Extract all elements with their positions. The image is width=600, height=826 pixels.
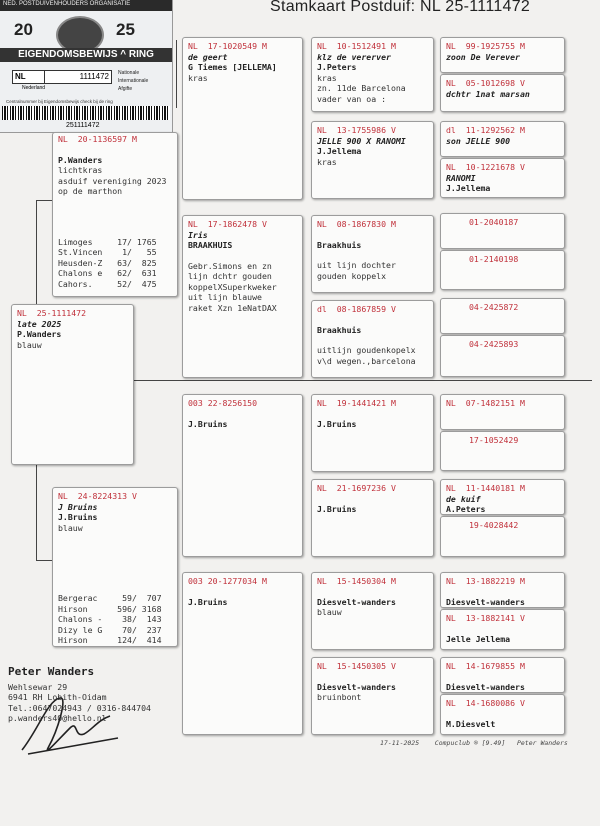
certificate-band: EIGENDOMSBEWIJS ^ RING (0, 48, 172, 62)
breeder: J.Peters (317, 62, 357, 72)
breeder: Diesvelt-wanders (317, 681, 396, 692)
ring-number: NL 10-1512491 M (317, 41, 396, 51)
breeder: G Tiemes [JELLEMA] (188, 62, 277, 72)
breeder: J.Jellema (317, 146, 362, 156)
race-result: Cahors. 52/ 475 (58, 278, 157, 289)
ring-number: 17-1052429 (469, 435, 519, 445)
ownership-certificate (0, 0, 173, 133)
pigeon-card-sire[interactable] (52, 132, 178, 297)
breeder: J.Bruins (188, 596, 228, 607)
ring-number: NL 13-1882219 M (446, 576, 525, 586)
pigeon-card-sdd[interactable] (311, 300, 434, 378)
ring-number: NL 05-1012698 V (446, 78, 525, 88)
pigeon-card-g6[interactable] (440, 250, 565, 290)
ring-number: 01-2040187 (469, 217, 519, 227)
pigeon-card-g5[interactable] (440, 213, 565, 249)
race-result: Chalons - 38/ 143 (58, 614, 162, 624)
pigeon-card-dds[interactable] (311, 572, 434, 650)
ring-number: NL 14-1680086 V (446, 698, 525, 708)
connector (176, 40, 177, 108)
breeder: Diesvelt-wanders (446, 681, 525, 692)
ring-number: 04-2425893 (469, 339, 519, 349)
pigeon-card-g12[interactable] (440, 516, 565, 557)
pigeon-card-ssd[interactable] (311, 121, 434, 199)
certificate-category: Afgifte (118, 86, 133, 92)
pigeon-name: JELLE 900 X RANOMI (317, 135, 406, 146)
signature-icon (18, 690, 128, 760)
ring-number: NL 10-1221678 V (446, 162, 525, 172)
pigeon-name: zoon De Verever (446, 51, 520, 62)
info-line: kras (317, 72, 337, 83)
pigeon-card-dam[interactable] (52, 487, 178, 647)
ring-number: NL 17-1862478 V (188, 219, 267, 229)
ring-number: NL 13-1882141 V (446, 613, 525, 623)
breeder: J.Bruins (188, 418, 228, 429)
pigeon-card-g11[interactable] (440, 479, 565, 515)
ring-number: NL 15-1450304 M (317, 576, 396, 586)
info-line: uit lijn blauwe (188, 292, 262, 302)
pigeon-name: late 2025 (17, 318, 62, 329)
breeder: Braakhuis (317, 239, 362, 250)
info-line: bruinbont (317, 692, 362, 702)
footer: 17-11-2025 Compuclub ® [9.49] Peter Wanders (380, 739, 568, 747)
info-line: v\d wegen.,barcelona (317, 355, 416, 366)
race-result: Limoges 17/ 1765 (58, 236, 157, 247)
ring-number: NL 08-1867830 M (317, 219, 396, 229)
pigeon-name: RANOMI (446, 172, 476, 183)
pigeon-card-g10[interactable] (440, 431, 565, 471)
info-line: uit lijn dochter (317, 260, 396, 270)
pigeon-card-g1[interactable] (440, 37, 565, 73)
breeder: J.Bruins (317, 503, 357, 514)
info-line: vader van oa : (317, 93, 387, 104)
breeder: A.Peters (446, 504, 486, 514)
connector (36, 200, 37, 304)
pigeon-card-g15[interactable] (440, 657, 565, 693)
pigeon-card-sds[interactable] (311, 215, 434, 293)
info-line: koppelXSuperkweker (188, 281, 277, 292)
ring-number: NL 07-1482151 M (446, 398, 525, 408)
breeder: Diesvelt-wanders (317, 596, 396, 607)
pigeon-card-g2[interactable] (440, 74, 565, 112)
ring-number: NL 99-1925755 M (446, 41, 525, 51)
pigeon-card-ss[interactable] (182, 37, 303, 200)
pigeon-card-g13[interactable] (440, 572, 565, 608)
pigeon-name: son JELLE 900 (446, 135, 511, 146)
connector (36, 465, 37, 560)
breeder: J.Bruins (317, 418, 357, 429)
info-line: gouden koppelx (317, 270, 387, 281)
pigeon-card-g4[interactable] (440, 158, 565, 198)
race-result: Heusden-Z 63/ 825 (58, 257, 157, 268)
connector (134, 380, 592, 381)
ring-number: NL 13-1755986 V (317, 125, 396, 135)
certificate-country: NL (12, 70, 46, 84)
breeder: BRAAKHUIS (188, 240, 233, 250)
owner-name: Peter Wanders (8, 665, 95, 678)
pigeon-card-g7[interactable] (440, 298, 565, 334)
pigeon-card-g9[interactable] (440, 394, 565, 430)
certificate-year-right: 25 (116, 20, 135, 39)
certificate-category: Nationale (118, 70, 140, 76)
ring-number: 04-2425872 (469, 302, 519, 312)
color: blauw (58, 522, 83, 533)
owner-postal: 6941 RH Lobith-Oidam (8, 692, 107, 702)
ring-number: NL 24-8224313 V (58, 491, 137, 501)
pigeon-card-g3[interactable] (440, 121, 565, 157)
pigeon-name: J Bruins (58, 501, 98, 512)
race-result: Bergerac 59/ 707 (58, 593, 162, 603)
pigeon-card-ds[interactable] (182, 394, 303, 557)
ring-number: NL 14-1679855 M (446, 661, 525, 671)
barcode (2, 106, 170, 120)
info-line: lichtkras (58, 165, 103, 175)
ring-number: 01-2140198 (469, 254, 519, 264)
ring-number: 19-4028442 (469, 520, 519, 530)
ring-number: 003 22-8256150 (188, 398, 258, 408)
owner-phone: Tel.:0647024943 / 0316-844704 (8, 702, 151, 713)
breeder: P.Wanders (17, 329, 62, 339)
certificate-year-left: 20 (14, 20, 33, 39)
breeder: M.Diesvelt (446, 718, 496, 729)
pigeon-card-g16[interactable] (440, 694, 565, 735)
pigeon-card-dss[interactable] (311, 394, 434, 472)
ring-number: NL 15-1450305 V (317, 661, 396, 671)
breeder: Braakhuis (317, 324, 362, 335)
pigeon-card-g14[interactable] (440, 609, 565, 650)
ring-number: NL 11-1440181 M (446, 483, 525, 493)
certificate-land: Nederland (22, 85, 46, 91)
info-line: Gebr.Simons en zn (188, 260, 272, 271)
info-line: uitlijn goudenkopelx (317, 345, 416, 355)
info-line: lijn dchtr gouden (188, 271, 272, 281)
ring-number: dl 08-1867859 V (317, 304, 396, 314)
race-result: Dizy le G 70/ 237 (58, 624, 162, 635)
ring-number: NL 25-1111472 (17, 308, 87, 318)
page-title: Stamkaart Postduif: NL 25-1111472 (270, 0, 531, 15)
certificate-ring: 1111472 (44, 70, 112, 84)
info-line: asduif vereniging 2023 (58, 175, 167, 186)
breeder: Diesvelt-wanders (446, 596, 525, 607)
info-line: kras (188, 72, 208, 83)
ring-number: 003 20-1277034 M (188, 576, 267, 586)
ring-number: NL 19-1441421 M (317, 398, 396, 408)
info-line: op de marthon (58, 186, 123, 196)
certificate-subtext: Centralnummer bij Eigendomsbewijs check bij de ring (6, 99, 113, 104)
color: blauw (17, 339, 42, 350)
race-result: Hirson 596/ 3168 (58, 603, 162, 614)
breeder: J.Jellema (446, 183, 491, 193)
pigeon-name: klz de vererver (317, 51, 391, 62)
info-line: raket Xzn 1eNatDAX (188, 302, 277, 313)
certificate-organisation: NED. POSTDUIVENHOUDERS ORGANISATIE (0, 0, 172, 11)
ring-number: NL 21-1697236 V (317, 483, 396, 493)
info-line: blauw (317, 607, 342, 617)
pigeon-card-g8[interactable] (440, 335, 565, 377)
pigeon-card-root[interactable] (11, 304, 134, 465)
race-result: St.Vincen 1/ 55 (58, 247, 157, 257)
pigeon-card-sd[interactable] (182, 215, 303, 378)
pigeon-card-sss[interactable] (311, 37, 434, 112)
certificate-category: Internationale (118, 78, 149, 84)
ring-number: dl 11-1292562 M (446, 125, 525, 135)
race-result: Chalons e 62/ 631 (58, 268, 157, 278)
barcode-number: 251111472 (66, 122, 100, 129)
owner-address: Wehlsewar 29 (8, 681, 68, 692)
breeder: J.Bruins (58, 512, 98, 522)
breeder: P.Wanders (58, 154, 103, 165)
race-result: Hirson 124/ 414 (58, 635, 162, 645)
pigeon-name: de geert (188, 51, 228, 62)
pigeon-name: dchtr 1nat marsan (446, 88, 530, 99)
ring-number: NL 20-1136597 M (58, 134, 137, 144)
pigeon-card-dd[interactable] (182, 572, 303, 735)
breeder: Jelle Jellema (446, 633, 511, 644)
info-line: kras (317, 156, 337, 167)
pigeon-card-dsd[interactable] (311, 479, 434, 557)
pigeon-name: Iris (188, 229, 208, 240)
ring-number: NL 17-1020549 M (188, 41, 267, 51)
pigeon-name: de kuif (446, 493, 481, 504)
owner-email: p.wanders40@hello.nl (8, 713, 107, 723)
info-line: zn. 11de Barcelona (317, 83, 406, 93)
pigeon-card-ddd[interactable] (311, 657, 434, 735)
